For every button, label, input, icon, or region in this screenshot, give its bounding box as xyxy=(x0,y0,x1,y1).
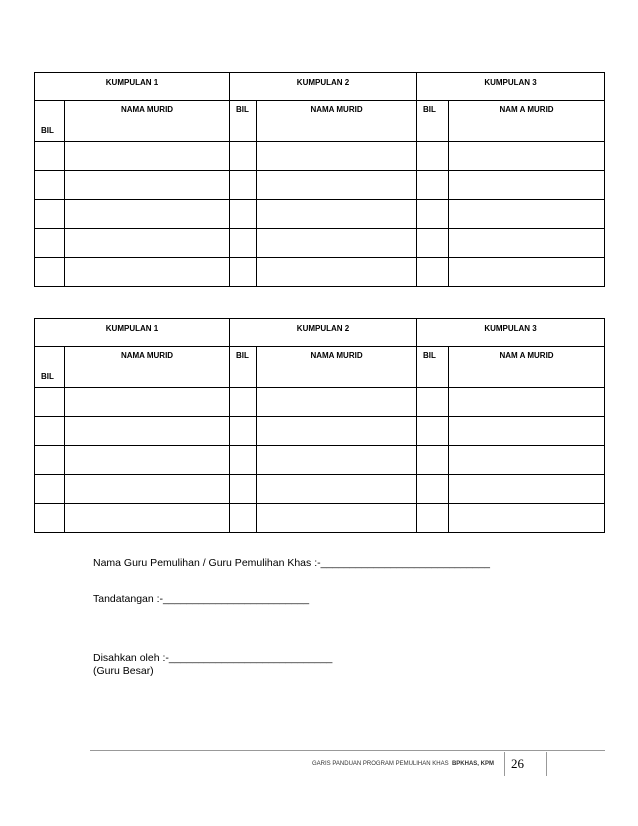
table-row xyxy=(35,171,605,200)
group-1-header: KUMPULAN 1 xyxy=(35,319,230,347)
nama-murid-header: NAM A MURID xyxy=(449,347,605,388)
table-cell[interactable] xyxy=(65,417,230,446)
table-cell[interactable] xyxy=(449,475,605,504)
table-cell[interactable] xyxy=(65,258,230,287)
table-row xyxy=(35,475,605,504)
table-cell[interactable] xyxy=(449,258,605,287)
table-cell[interactable] xyxy=(230,200,257,229)
table-row xyxy=(35,504,605,533)
bil-header: BIL xyxy=(35,101,65,142)
table-cell[interactable] xyxy=(257,142,417,171)
table-cell[interactable] xyxy=(35,504,65,533)
table-cell[interactable] xyxy=(449,229,605,258)
table-row xyxy=(35,229,605,258)
table-cell[interactable] xyxy=(417,142,449,171)
table-cell[interactable] xyxy=(230,417,257,446)
table-cell[interactable] xyxy=(230,229,257,258)
table-row xyxy=(35,417,605,446)
page-number: 26 xyxy=(511,756,524,771)
nama-murid-header: NAM A MURID xyxy=(449,101,605,142)
bil-header: BIL xyxy=(35,347,65,388)
approved-by-field[interactable]: Disahkan oleh :-____________________________ xyxy=(93,652,333,664)
table-cell[interactable] xyxy=(257,475,417,504)
group-2-header: KUMPULAN 2 xyxy=(230,73,417,101)
table-cell[interactable] xyxy=(230,258,257,287)
bil-header: BIL xyxy=(230,347,257,388)
bil-header: BIL xyxy=(417,347,449,388)
table-cell[interactable] xyxy=(417,417,449,446)
table-cell[interactable] xyxy=(449,417,605,446)
table-cell[interactable] xyxy=(65,446,230,475)
table-cell[interactable] xyxy=(230,446,257,475)
table-cell[interactable] xyxy=(35,388,65,417)
table-cell[interactable] xyxy=(230,504,257,533)
table-cell[interactable] xyxy=(65,229,230,258)
table-cell[interactable] xyxy=(65,171,230,200)
table-row xyxy=(35,200,605,229)
table-cell[interactable] xyxy=(257,200,417,229)
table-cell[interactable] xyxy=(449,446,605,475)
table-cell[interactable] xyxy=(35,258,65,287)
table-cell[interactable] xyxy=(257,446,417,475)
table-cell[interactable] xyxy=(417,504,449,533)
nama-murid-header: NAMA MURID xyxy=(257,101,417,142)
footer-separator xyxy=(546,752,547,776)
table-row xyxy=(35,388,605,417)
nama-murid-header: NAMA MURID xyxy=(65,347,230,388)
nama-murid-header: NAMA MURID xyxy=(65,101,230,142)
footer-org: BPKHAS, KPM xyxy=(451,761,494,767)
table-cell[interactable] xyxy=(257,171,417,200)
table-cell[interactable] xyxy=(417,446,449,475)
table-cell[interactable] xyxy=(449,504,605,533)
table-cell[interactable] xyxy=(257,388,417,417)
table-cell[interactable] xyxy=(65,475,230,504)
teacher-name-field[interactable]: Nama Guru Pemulihan / Guru Pemulihan Khas :-_____________________________ xyxy=(93,557,490,569)
table-cell[interactable] xyxy=(35,171,65,200)
bil-header: BIL xyxy=(417,101,449,142)
table-cell[interactable] xyxy=(35,142,65,171)
signature-field[interactable]: Tandatangan :-_________________________ xyxy=(93,593,310,605)
footer-divider xyxy=(90,750,605,751)
table-cell[interactable] xyxy=(65,504,230,533)
table-cell[interactable] xyxy=(257,417,417,446)
table-cell[interactable] xyxy=(417,200,449,229)
table-cell[interactable] xyxy=(35,200,65,229)
student-group-table-1 xyxy=(34,72,605,287)
group-1-header: KUMPULAN 1 xyxy=(35,73,230,101)
group-3-header: KUMPULAN 3 xyxy=(417,73,605,101)
table-cell[interactable] xyxy=(65,388,230,417)
table-cell[interactable] xyxy=(257,504,417,533)
student-group-table-2 xyxy=(34,318,605,533)
table-cell[interactable] xyxy=(257,258,417,287)
footer-title: GARIS PANDUAN PROGRAM PEMULIHAN KHAS xyxy=(312,761,449,767)
table-cell[interactable] xyxy=(449,388,605,417)
table-cell[interactable] xyxy=(417,258,449,287)
group-3-header: KUMPULAN 3 xyxy=(417,319,605,347)
table-cell[interactable] xyxy=(35,417,65,446)
table-cell[interactable] xyxy=(65,200,230,229)
nama-murid-header: NAMA MURID xyxy=(257,347,417,388)
table-row xyxy=(35,258,605,287)
table-cell[interactable] xyxy=(35,446,65,475)
table-cell[interactable] xyxy=(257,229,417,258)
table-cell[interactable] xyxy=(449,171,605,200)
table-cell[interactable] xyxy=(65,142,230,171)
bil-header: BIL xyxy=(230,101,257,142)
table-cell[interactable] xyxy=(35,475,65,504)
table-cell[interactable] xyxy=(417,229,449,258)
footer-caption xyxy=(312,761,494,767)
table-cell[interactable] xyxy=(230,171,257,200)
table-cell[interactable] xyxy=(230,388,257,417)
group-2-header: KUMPULAN 2 xyxy=(230,319,417,347)
table-cell[interactable] xyxy=(230,475,257,504)
table-row xyxy=(35,446,605,475)
table-cell[interactable] xyxy=(449,200,605,229)
table-cell[interactable] xyxy=(417,171,449,200)
footer-separator xyxy=(504,752,505,776)
table-cell[interactable] xyxy=(417,388,449,417)
approved-role-label: (Guru Besar) xyxy=(93,665,154,677)
table-cell[interactable] xyxy=(417,475,449,504)
table-cell[interactable] xyxy=(230,142,257,171)
table-cell[interactable] xyxy=(449,142,605,171)
table-row xyxy=(35,142,605,171)
table-cell[interactable] xyxy=(35,229,65,258)
